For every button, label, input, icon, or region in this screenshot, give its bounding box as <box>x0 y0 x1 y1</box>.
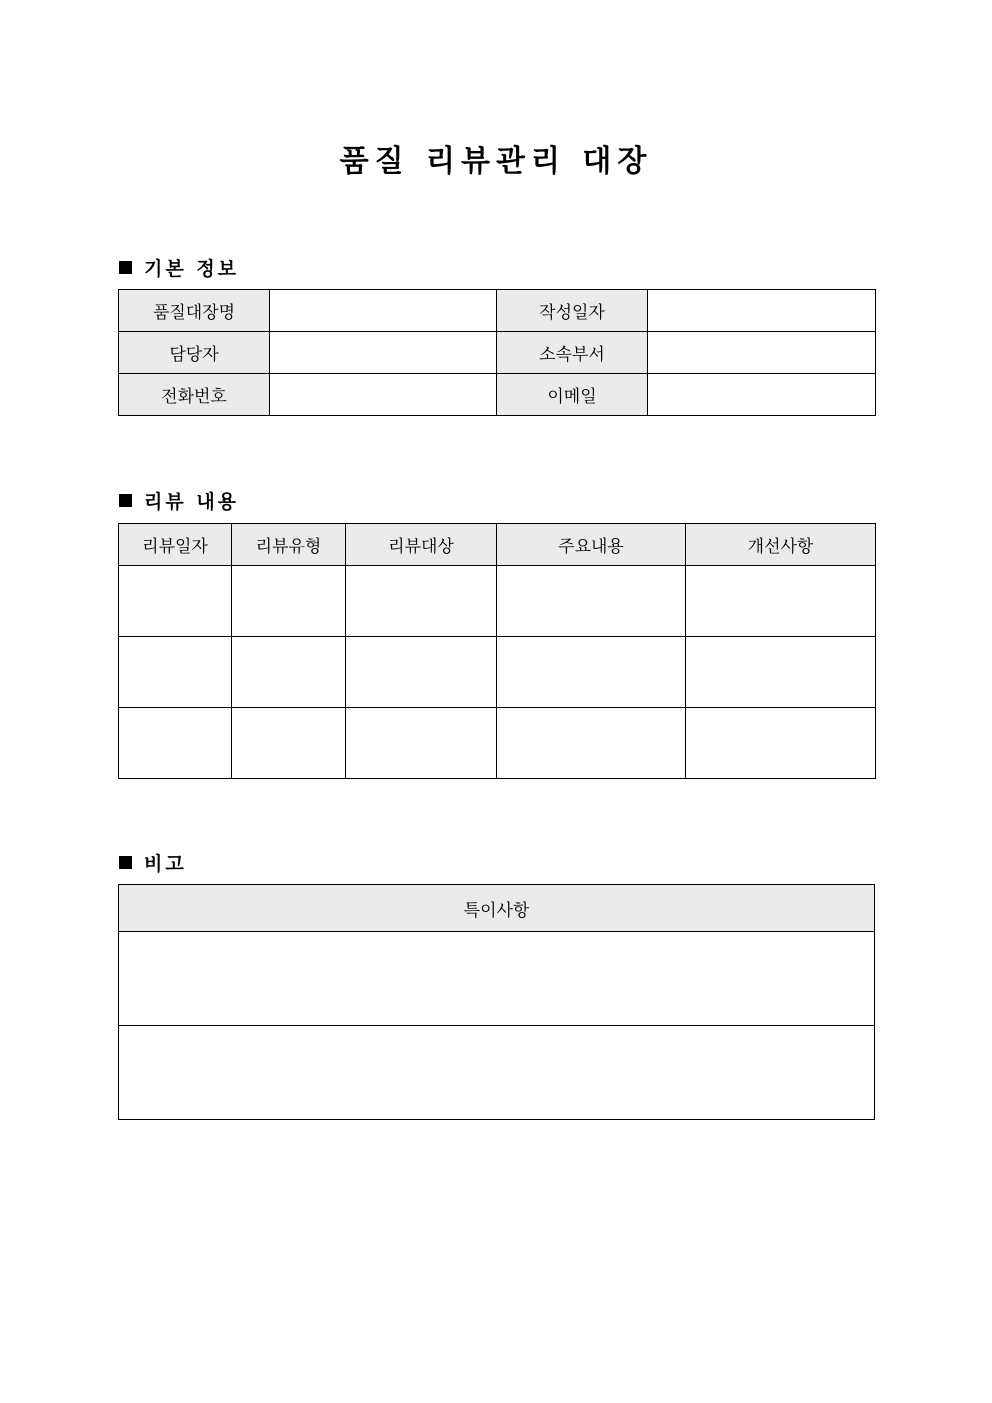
table-cell[interactable] <box>497 566 686 637</box>
table-row <box>119 332 876 374</box>
table-row <box>119 1026 875 1120</box>
label-quality-ledger-name: 품질대장명 <box>119 290 270 332</box>
remarks-cell[interactable] <box>119 1026 875 1120</box>
label-phone: 전화번호 <box>119 374 270 416</box>
table-cell[interactable] <box>346 566 497 637</box>
label-written-date: 작성일자 <box>497 290 648 332</box>
black-square-bullet-icon <box>119 856 132 869</box>
table-row <box>119 290 876 332</box>
section-heading-label: 리뷰 내용 <box>144 491 240 513</box>
label-email: 이메일 <box>497 374 648 416</box>
table-cell[interactable] <box>119 566 232 637</box>
column-header-review-type: 리뷰유형 <box>232 524 346 566</box>
table-cell[interactable] <box>497 637 686 708</box>
table-cell[interactable] <box>232 566 346 637</box>
table-header-row <box>119 885 875 932</box>
table-cell[interactable] <box>686 637 876 708</box>
value-manager[interactable] <box>270 332 497 374</box>
section-heading-basic-info <box>119 254 239 281</box>
value-email[interactable] <box>648 374 876 416</box>
table-cell[interactable] <box>497 708 686 779</box>
table-cell[interactable] <box>686 566 876 637</box>
table-row <box>119 932 875 1026</box>
section-heading-remarks <box>119 849 187 876</box>
table-cell[interactable] <box>346 708 497 779</box>
table-cell[interactable] <box>232 637 346 708</box>
table-row <box>119 374 876 416</box>
black-square-bullet-icon <box>119 261 132 274</box>
value-quality-ledger-name[interactable] <box>270 290 497 332</box>
remarks-table <box>118 884 875 1120</box>
table-cell[interactable] <box>119 637 232 708</box>
column-header-review-target: 리뷰대상 <box>346 524 497 566</box>
section-heading-review <box>119 487 239 514</box>
value-written-date[interactable] <box>648 290 876 332</box>
value-phone[interactable] <box>270 374 497 416</box>
column-header-special-notes: 특이사항 <box>119 885 875 932</box>
review-table <box>118 523 876 779</box>
section-heading-label: 기본 정보 <box>144 258 240 280</box>
table-cell[interactable] <box>119 708 232 779</box>
value-department[interactable] <box>648 332 876 374</box>
document-title: 품질 리뷰관리 대장 <box>339 144 653 179</box>
table-cell[interactable] <box>686 708 876 779</box>
section-heading-label: 비고 <box>144 853 187 875</box>
table-row <box>119 566 876 637</box>
black-square-bullet-icon <box>119 494 132 507</box>
table-cell[interactable] <box>232 708 346 779</box>
label-manager: 담당자 <box>119 332 270 374</box>
label-department: 소속부서 <box>497 332 648 374</box>
column-header-improvements: 개선사항 <box>686 524 876 566</box>
table-cell[interactable] <box>346 637 497 708</box>
table-row <box>119 708 876 779</box>
table-row <box>119 637 876 708</box>
basic-info-table <box>118 289 876 416</box>
remarks-cell[interactable] <box>119 932 875 1026</box>
column-header-review-date: 리뷰일자 <box>119 524 232 566</box>
table-header-row <box>119 524 876 566</box>
column-header-main-content: 주요내용 <box>497 524 686 566</box>
